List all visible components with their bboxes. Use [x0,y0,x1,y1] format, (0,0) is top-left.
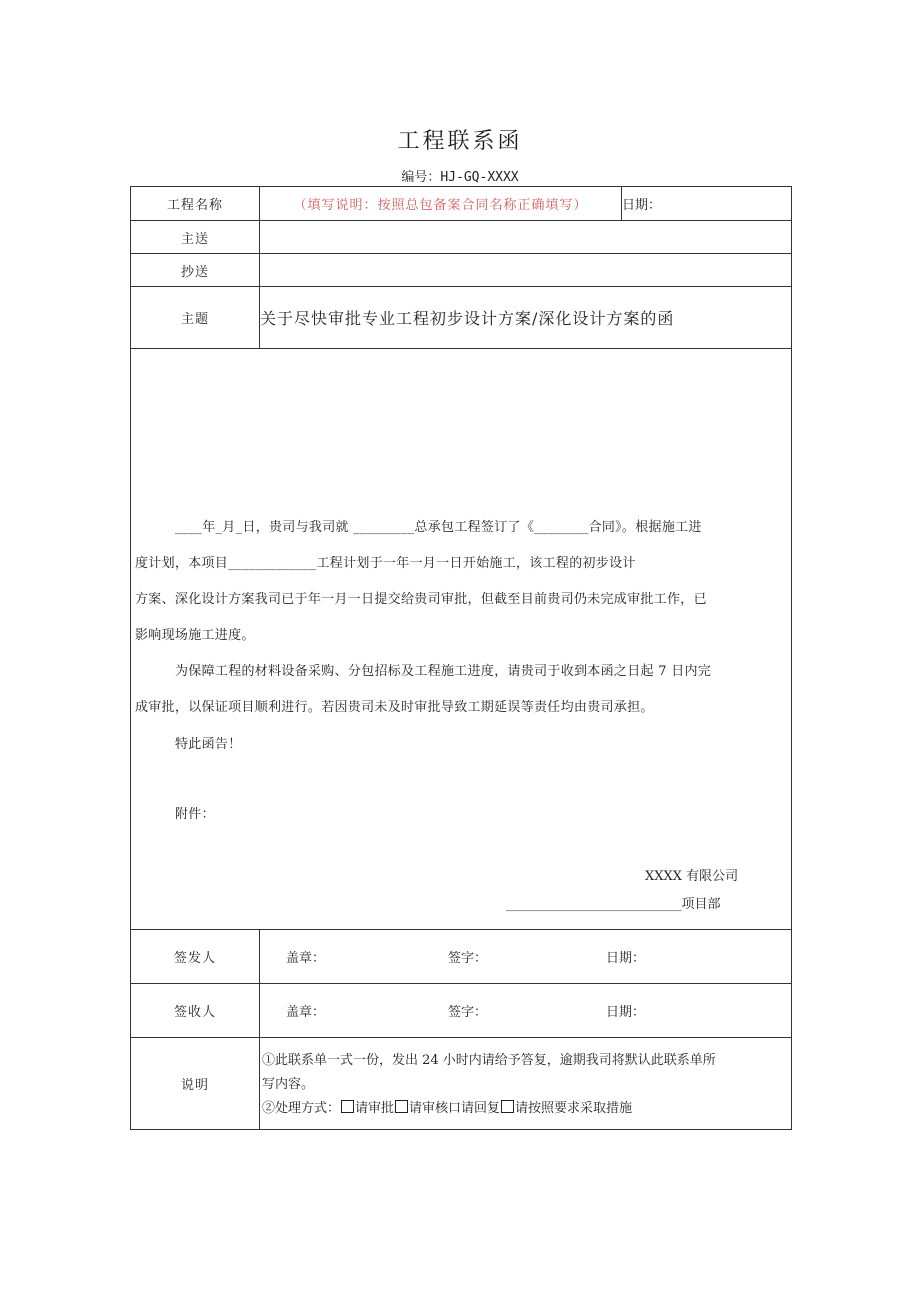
approve-option-label: 请审批 [355,1100,395,1116]
letter-body-cell[interactable] [131,349,792,930]
project-name-row [131,187,792,221]
contact-form-table [130,186,792,1130]
document-number [0,166,920,185]
document-title: 工程联系函 [397,129,523,154]
handling-options [262,1097,789,1121]
approve-checkbox[interactable] [341,1100,354,1113]
notes-label: 说明 [131,1038,260,1130]
project-department-line: ___________________________项目部 [506,897,721,912]
letter-line: 影响现场施工进度。 [135,628,255,643]
subject-label: 主题 [131,287,260,349]
issuer-row [131,930,792,984]
date-field[interactable]: 日期： [622,187,792,221]
measures-option-label: 请按照要求采取措施 [515,1100,633,1116]
document-number-value: HJ-GQ-XXXX [440,170,519,185]
letter-line: 成审批，以保证项目顺利进行。若因贵司未及时审批导致工期延误等责任均由贵司承担。 [135,700,654,715]
to-field[interactable] [260,221,792,254]
project-name-label: 工程名称 [131,187,260,221]
project-name-field[interactable]: （填写说明：按照总包备案合同名称正确填写） [260,187,622,221]
receiver-label: 签收人 [131,984,260,1038]
issuer-label: 签发人 [131,930,260,984]
notes-row [131,1038,792,1130]
letter-line: 度计划，本项目_____________工程计划于一年一月一日开始施工，该工程的初步设计 [135,556,636,571]
review-option-label: 请审核口请回复 [409,1100,501,1116]
cc-row [131,254,792,287]
document-number-label: 编号： [401,170,441,185]
to-row [131,221,792,254]
cc-field[interactable] [260,254,792,287]
issuer-signature-field[interactable]: 签字： [448,951,488,966]
cc-label: 抄送 [131,254,260,287]
handling-label: ②处理方式： [262,1100,341,1116]
subject-field[interactable]: 关于尽快审批专业工程初步设计方案/深化设计方案的函 [260,287,792,349]
to-label: 主送 [131,221,260,254]
letter-line: ____年_月_日，贵司与我司就 _________总承包工程签订了《________合同》。根据施工进 [175,520,702,535]
receiver-row [131,984,792,1038]
notes-line: 写内容。 [262,1076,315,1092]
letter-body-row [131,349,792,930]
letter-line: 方案、深化设计方案我司已于年一月一日提交给贵司审批，但截至目前贵司仍未完成审批工作，已 [135,592,707,607]
receiver-seal-field[interactable]: 盖章： [286,1005,326,1020]
review-checkbox[interactable] [395,1100,408,1113]
issuer-date-field[interactable]: 日期： [606,951,646,966]
measures-checkbox[interactable] [501,1100,514,1113]
notes-content [260,1038,792,1130]
subject-row [131,287,792,349]
attachment-label: 附件： [175,807,215,822]
receiver-signature-field[interactable]: 签字： [448,1005,488,1020]
company-name: XXXX 有限公司 [645,869,739,884]
issuer-fields [260,930,792,984]
notes-line: ①此联系单一式一份，发出 24 小时内请给予答复，逾期我司将默认此联系单所 [262,1052,716,1068]
receiver-date-field[interactable]: 日期： [606,1005,646,1020]
letter-line: 为保障工程的材料设备采购、分包招标及工程施工进度，请贵司于收到本函之日起 7 日内完 [175,664,712,679]
receiver-fields [260,984,792,1038]
letter-closing: 特此函告！ [175,737,242,752]
issuer-seal-field[interactable]: 盖章： [286,951,326,966]
